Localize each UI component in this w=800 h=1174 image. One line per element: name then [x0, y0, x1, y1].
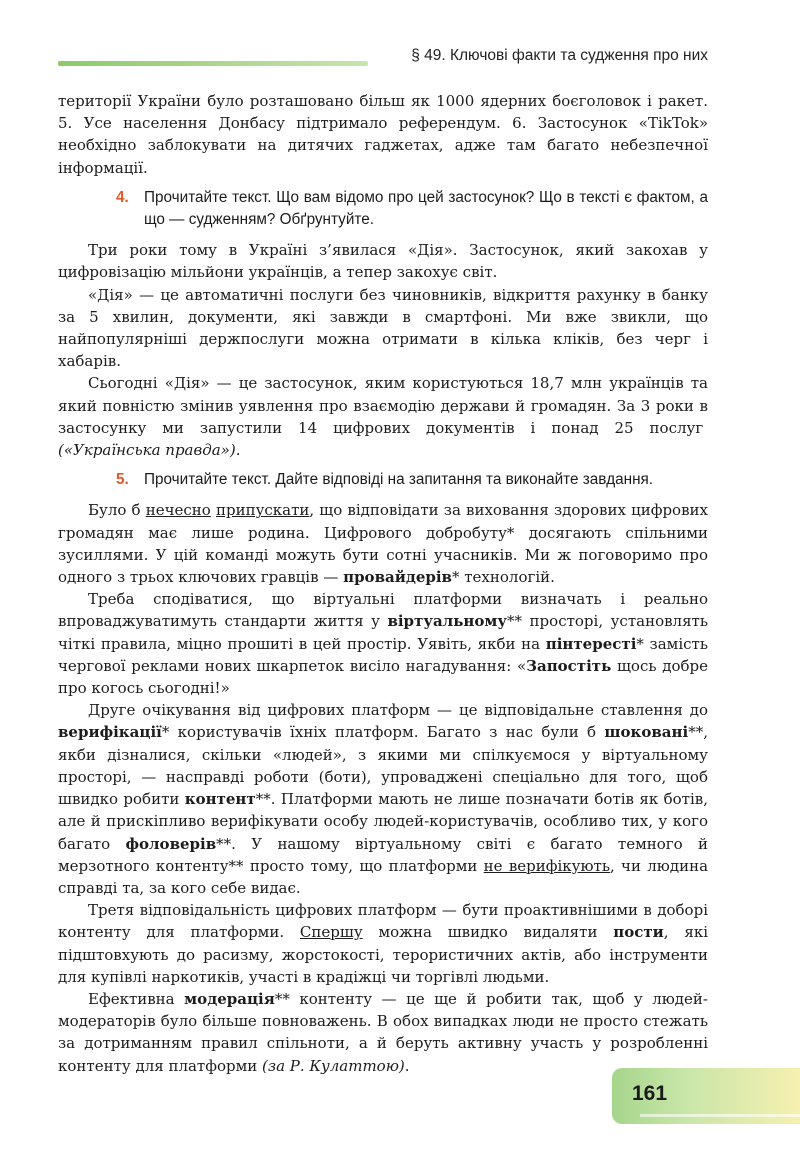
bold-term: контент — [184, 790, 256, 809]
bold-term: віртуальному — [387, 612, 508, 631]
bold-term: шоковані — [604, 723, 689, 742]
task-number: 4. — [116, 188, 129, 206]
underlined-word: нечесно — [145, 501, 211, 520]
source-citation: («Українська правда»). — [58, 441, 241, 460]
badge-highlight — [640, 1114, 800, 1117]
paragraph: Треба сподіватися, що віртуальні платформи визначать і реально впроваджуватимуть стандарти життя у віртуальному** просторі, установлять чіткі правила, міцно прошиті в цей простір. Уявіть, якби на пінтересті* замість чергової реклами нових шкарпеток висіло нагадування: «Запостіть щось добре про когось сьогодні!» — [58, 590, 709, 698]
paragraph: Сьогодні «Дія» — це застосунок, яким користуються 18,7 млн українців та який повністю змінив уявлення про взаємодію держави й громадян. За 3 роки в застосунку ми запустили 14 цифрових документів і понад 25 послуг («Українська правда»). — [58, 374, 708, 460]
bold-term: Запостіть — [526, 656, 612, 675]
task-text: Прочитайте текст. Дайте відповіді на запитання та виконайте завдання. — [144, 471, 654, 489]
header-rule — [58, 61, 368, 66]
task-4 — [58, 187, 708, 231]
paragraph: Ефективна модерація** контенту — це ще й робити так, щоб у людей-модераторів було більше повноважень. В обох випадках люди не просто стежать за дотриманням правил спільноти, а й беруть активну участь у розробленні контенту для платформи (за Р. Кулаттою). — [58, 989, 708, 1075]
task-number: 5. — [116, 471, 129, 489]
bold-term: верифікації — [58, 723, 162, 742]
intro-paragraph: території України було розташовано більш як 1000 ядерних боєголовок і ракет. 5. Усе населення Донбасу підтримало референдум. 6. Застосунок «TikTok» необхідно заблокувати на дитячих гаджетах, адже там багато небезпечної інформації. — [58, 92, 708, 177]
bold-term: пінтересті — [545, 634, 637, 653]
bold-term: провайдерів — [343, 568, 452, 587]
bold-term: модерація — [184, 989, 275, 1008]
paragraph: «Дія» — це автоматичні послуги без чиновників, відкриття рахунку в банку за 5 хвилин, документи, які завжди в смартфоні. Ми вже звикли, що найпопулярніші держпослуги можна отримати в кілька кліків, без черг і хабарів. — [58, 285, 708, 371]
page-number: 161 — [632, 1082, 668, 1105]
bold-term: пости — [613, 923, 664, 942]
underlined-word: припускати — [215, 501, 310, 520]
task-text: Прочитайте текст. Що вам відомо про цей застосунок? Що в тексті є фактом, а що — судженням? Обґрунтуйте. — [144, 188, 708, 229]
paragraph: Третя відповідальність цифрових платформ — бути проактивнішими в доборі контенту для платформи. Спершу можна швидко видаляти пости, які підштовхують до расизму, жорстокості, терористичних актів, або інструменти для купівлі наркотиків, участі в крадіжці чи торгівлі людьми. — [58, 901, 709, 986]
page-body — [58, 90, 708, 1077]
source-citation: (за Р. Кулаттою) — [262, 1056, 405, 1075]
paragraph: Друге очікування від цифрових платформ — це відповідальне ставлення до верифікації* користувачів їхніх платформ. Багато з нас були б шоковані**, якби дізналися, скільки «людей», з якими ми спілкуємося у віртуальному просторі, — насправді роботи (боти), упроваджені спеціально для того, щоб швидко робити контент**. Платформи мають не лише позначати ботів як ботів, але й прискіпливо верифікувати особу людей-користувачів, особливо тих, у кого багато фоловерів**. У нашому віртуальному світі є багато темного й мерзотного контенту** просто тому, що платформи не верифікують, чи людина справді та, за кого себе видає. — [58, 701, 709, 897]
underlined-word: не верифікують — [483, 856, 611, 875]
task-5 — [58, 469, 708, 491]
bold-term: фоловерів — [125, 834, 217, 853]
underlined-word: Спершу — [299, 923, 363, 942]
paragraph: Було б нечесно припускати, що відповідати за виховання здорових цифрових громадян має лише родина. Цифрового добробуту* досягають спільними зусиллями. У цій команді можуть бути сотні учасників. Ми ж поговоримо про одного з трьох ключових гравців — провайдерів* технологій. — [58, 501, 708, 587]
running-header: § 49. Ключові факти та судження про них — [411, 47, 708, 64]
paragraph: Три роки тому в Україні з’явилася «Дія». Застосунок, який закохав у цифровізацію мільйони українців, а тепер закохує світ. — [58, 241, 708, 282]
